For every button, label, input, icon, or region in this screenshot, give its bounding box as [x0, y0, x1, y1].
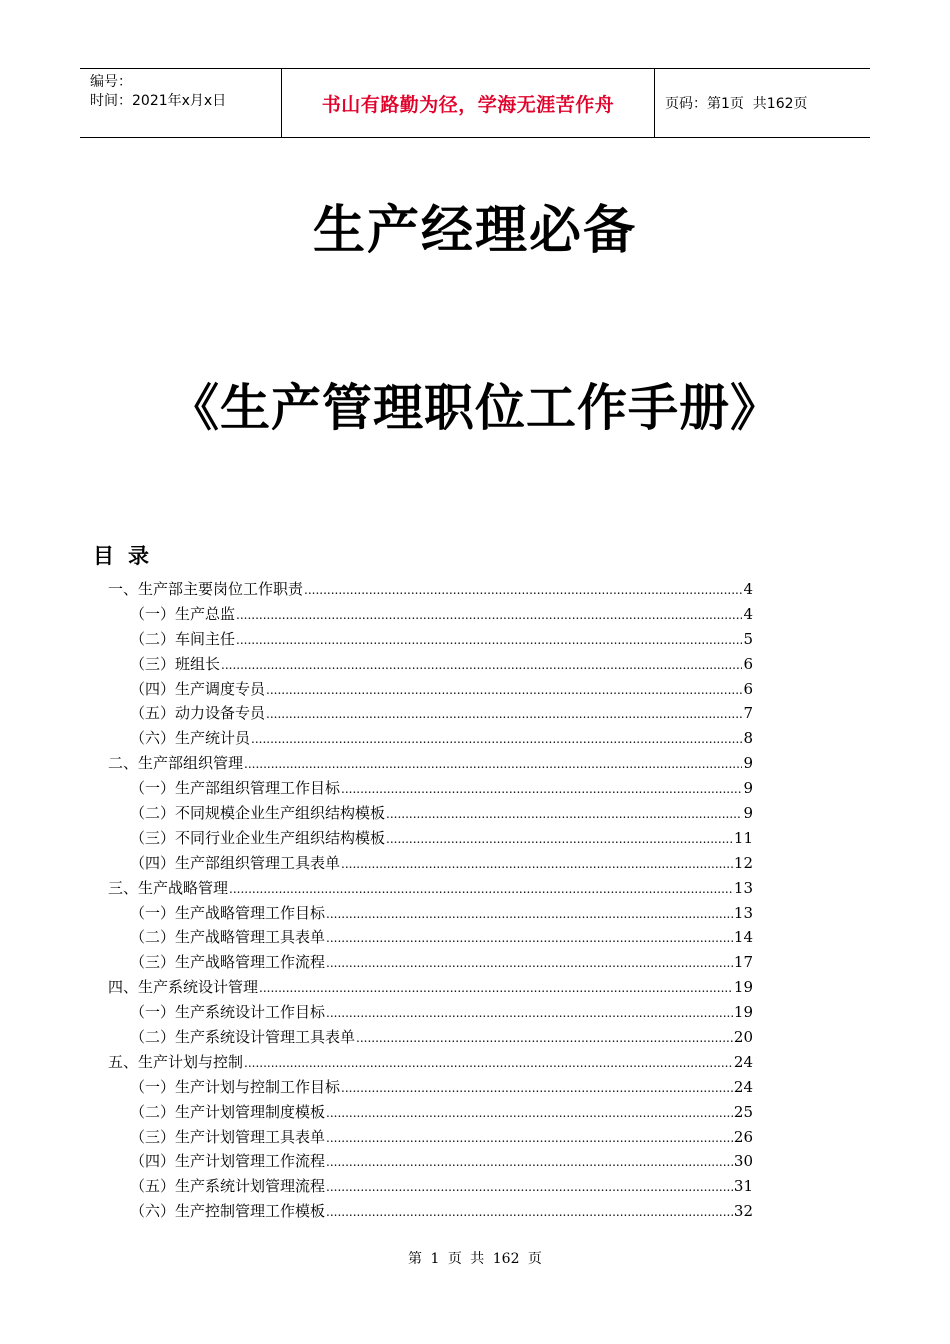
toc-leader-dots — [341, 857, 733, 871]
toc-leader-dots — [266, 683, 742, 697]
toc-leader-dots — [304, 583, 742, 597]
toc-entry-page: 4 — [743, 580, 753, 598]
toc-entry-page: 31 — [733, 1177, 753, 1196]
toc-entry-page: 24 — [733, 1052, 753, 1071]
toc-entry[interactable] — [108, 1101, 753, 1126]
toc-entry-label: （二）不同规模企业生产组织结构模板 — [130, 804, 386, 823]
toc-leader-dots — [229, 882, 733, 896]
toc-entry[interactable] — [108, 1200, 753, 1225]
toc-entry-page: 25 — [733, 1102, 753, 1121]
toc-entry[interactable] — [108, 902, 753, 927]
main-title: 生产经理必备 — [312, 201, 637, 261]
toc-leader-dots — [326, 1155, 733, 1169]
toc-entry[interactable] — [108, 1076, 753, 1101]
toc-entry-label: （一）生产总监 — [130, 604, 236, 623]
toc-entry[interactable] — [108, 926, 753, 951]
toc-entry[interactable] — [108, 1126, 753, 1151]
header-motto: 书山有路勤为径，学海无涯苦作舟 — [321, 93, 615, 116]
toc-entry-label: （一）生产战略管理工作目标 — [130, 903, 326, 922]
toc-entry[interactable] — [108, 628, 753, 653]
table-of-contents — [108, 578, 753, 1225]
toc-entry[interactable] — [108, 727, 753, 752]
toc-entry[interactable] — [108, 678, 753, 703]
toc-leader-dots — [326, 1006, 733, 1020]
toc-leader-dots — [386, 807, 742, 821]
toc-leader-dots — [356, 1031, 733, 1045]
toc-leader-dots — [251, 732, 742, 746]
toc-leader-dots — [326, 956, 733, 970]
toc-entry-page: 9 — [743, 754, 753, 773]
toc-entry-label: （三）生产计划管理工具表单 — [130, 1127, 326, 1146]
toc-entry-label: （三）不同行业企业生产组织结构模板 — [130, 828, 386, 847]
toc-entry-label: （二）车间主任 — [130, 629, 236, 648]
toc-entry-label: （五）生产系统计划管理流程 — [130, 1177, 326, 1196]
toc-entry[interactable] — [108, 827, 753, 852]
toc-leader-dots — [326, 907, 733, 921]
toc-entry-page: 26 — [733, 1127, 753, 1146]
toc-entry[interactable] — [108, 603, 753, 628]
sub-title: 《生产管理职位工作手册》 — [169, 379, 781, 437]
toc-leader-dots — [341, 782, 742, 796]
toc-entry-label: （二）生产战略管理工具表单 — [130, 928, 326, 947]
toc-entry[interactable] — [108, 702, 753, 727]
toc-leader-dots — [326, 1180, 733, 1194]
toc-entry[interactable] — [108, 877, 753, 902]
toc-leader-dots — [341, 1081, 733, 1095]
toc-leader-dots — [221, 658, 742, 672]
toc-entry[interactable] — [108, 976, 753, 1001]
toc-entry-page: 7 — [743, 704, 753, 723]
toc-entry-page: 4 — [743, 604, 753, 623]
toc-entry[interactable] — [108, 951, 753, 976]
toc-entry-label: （五）动力设备专员 — [130, 704, 266, 723]
toc-entry-page: 8 — [743, 729, 753, 748]
toc-entry-page: 5 — [743, 629, 753, 648]
header-page-cell — [655, 69, 870, 137]
toc-entry-label: （三）班组长 — [130, 654, 221, 673]
toc-entry-label: 三、生产战略管理 — [108, 878, 229, 897]
toc-entry-page: 14 — [733, 928, 753, 947]
toc-entry-page: 12 — [733, 853, 753, 872]
header-motto-cell — [281, 69, 655, 137]
toc-entry-page: 13 — [733, 903, 753, 922]
toc-entry-page: 17 — [733, 953, 753, 972]
toc-entry-page: 13 — [733, 878, 753, 897]
toc-entry-label: 二、生产部组织管理 — [108, 754, 244, 773]
toc-entry-page: 20 — [733, 1028, 753, 1047]
toc-entry-label: （一）生产系统设计工作目标 — [130, 1003, 326, 1022]
toc-entry[interactable] — [108, 852, 753, 877]
toc-entry-label: （二）生产计划管理制度模板 — [130, 1102, 326, 1121]
toc-leader-dots — [266, 707, 742, 721]
toc-entry-label: 五、生产计划与控制 — [108, 1052, 244, 1071]
header-page-info: 页码：第1页 共162页 — [665, 96, 808, 112]
toc-entry-page: 24 — [733, 1077, 753, 1096]
toc-entry[interactable] — [108, 1175, 753, 1200]
header-table — [80, 68, 870, 138]
toc-entry[interactable] — [108, 777, 753, 802]
toc-entry-label: （二）生产系统设计管理工具表单 — [130, 1028, 356, 1047]
toc-entry[interactable] — [108, 752, 753, 777]
toc-entry-page: 30 — [733, 1152, 753, 1171]
toc-leader-dots — [244, 1056, 733, 1070]
toc-entry-label: （四）生产调度专员 — [130, 679, 266, 698]
toc-entry-page: 19 — [733, 1003, 753, 1022]
toc-entry[interactable] — [108, 578, 753, 603]
page-footer: 第 1 页 共 162 页 — [408, 1251, 542, 1267]
toc-leader-dots — [259, 981, 733, 995]
toc-entry-page: 19 — [733, 978, 753, 997]
header-meta — [80, 69, 281, 137]
toc-heading: 目录 — [93, 544, 163, 568]
toc-entry-page: 9 — [743, 804, 753, 823]
toc-entry[interactable] — [108, 1001, 753, 1026]
toc-entry-label: （四）生产部组织管理工具表单 — [130, 853, 341, 872]
toc-entry-page: 6 — [743, 679, 753, 698]
toc-entry-label: （一）生产计划与控制工作目标 — [130, 1077, 341, 1096]
toc-entry-label: 四、生产系统设计管理 — [108, 978, 259, 997]
toc-entry-label: （四）生产计划管理工作流程 — [130, 1152, 326, 1171]
toc-entry-page: 6 — [743, 654, 753, 673]
toc-entry[interactable] — [108, 1150, 753, 1175]
toc-leader-dots — [326, 1106, 733, 1120]
toc-leader-dots — [236, 633, 742, 647]
toc-entry-label: （六）生产统计员 — [130, 729, 251, 748]
toc-entry-label: 一、生产部主要岗位工作职责 — [108, 580, 304, 598]
toc-entry[interactable] — [108, 653, 753, 678]
toc-leader-dots — [236, 608, 742, 622]
toc-entry-label: （六）生产控制管理工作模板 — [130, 1202, 326, 1221]
toc-entry-page: 9 — [743, 779, 753, 798]
header-time-label: 时间：2021年x月x日 — [90, 93, 227, 109]
toc-entry-page: 11 — [733, 828, 753, 847]
toc-entry[interactable] — [108, 1026, 753, 1051]
toc-entry-label: （一）生产部组织管理工作目标 — [130, 779, 341, 798]
toc-entry[interactable] — [108, 802, 753, 827]
toc-leader-dots — [244, 757, 742, 771]
toc-leader-dots — [326, 931, 733, 945]
toc-entry[interactable] — [108, 1051, 753, 1076]
toc-entry-page: 32 — [733, 1202, 753, 1221]
toc-leader-dots — [386, 832, 733, 846]
toc-entry-label: （三）生产战略管理工作流程 — [130, 953, 326, 972]
toc-leader-dots — [326, 1205, 733, 1219]
toc-leader-dots — [326, 1131, 733, 1145]
header-number-label: 编号： — [90, 74, 132, 90]
